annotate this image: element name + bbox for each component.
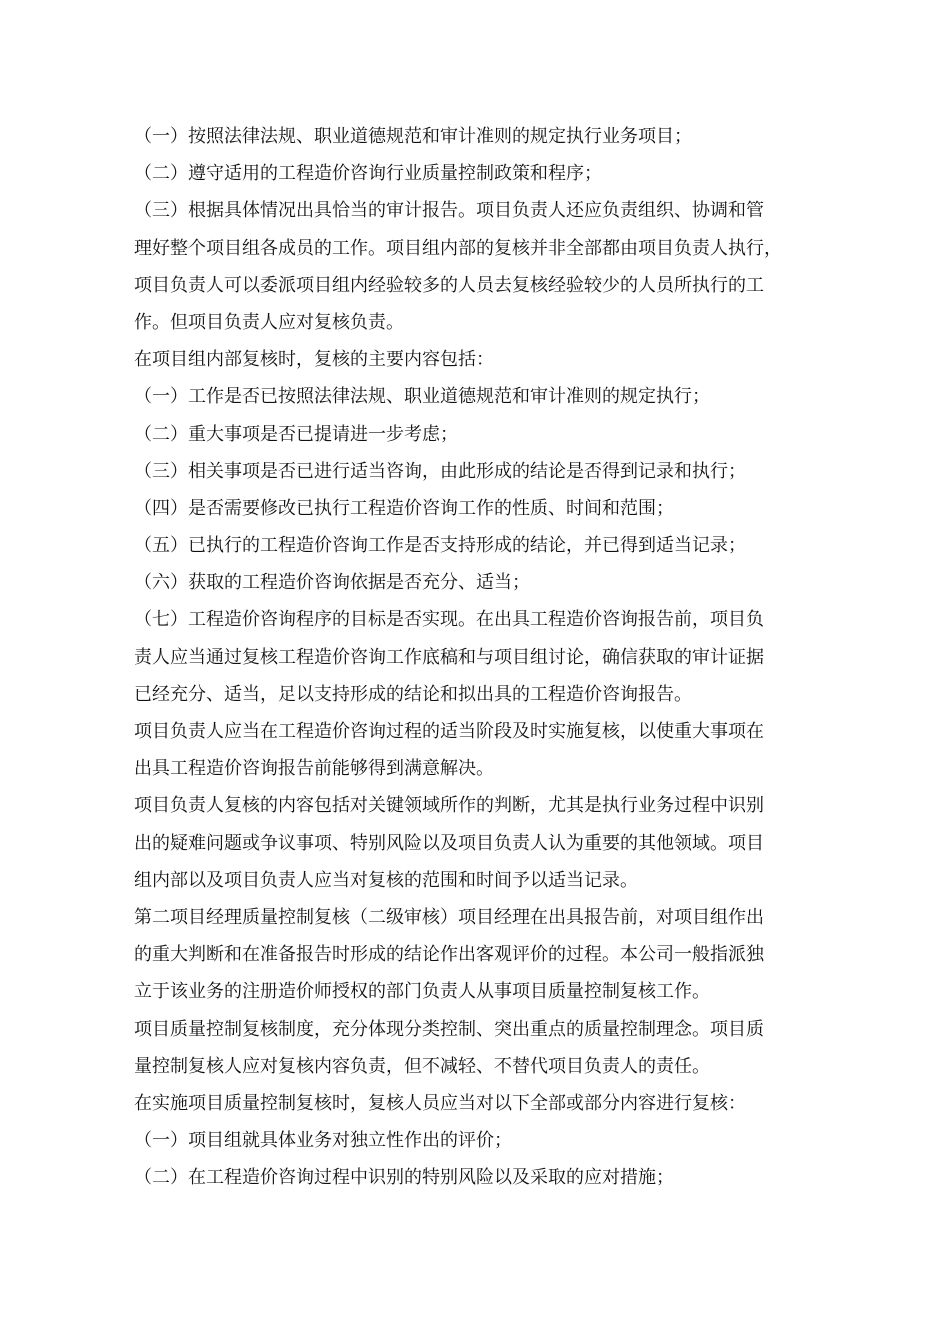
text-line-13: （六）获取的工程造价咨询依据是否充分、适当； <box>134 572 530 594</box>
text-line-05: 项目负责人可以委派项目组内经验较多的人员去复核经验较少的人员所执行的工 <box>134 274 764 296</box>
text-line-29: （二）在工程造价咨询过程中识别的特别风险以及采取的应对措施； <box>134 1167 674 1189</box>
text-line-25: 项目质量控制复核制度，充分体现分类控制、突出重点的质量控制理念。项目质 <box>134 1018 764 1040</box>
text-line-21: 组内部以及项目负责人应当对复核的范围和时间予以适当记录。 <box>134 869 638 891</box>
text-line-15: 责人应当通过复核工程造价咨询工作底稿和与项目组讨论，确信获取的审计证据 <box>134 646 764 668</box>
text-line-19: 项目负责人复核的内容包括对关键领域所作的判断，尤其是执行业务过程中识别 <box>134 795 764 817</box>
text-line-26: 量控制复核人应对复核内容负责，但不减轻、不替代项目负责人的责任。 <box>134 1055 710 1077</box>
document-body <box>134 118 814 1196</box>
text-line-22: 第二项目经理质量控制复核（二级审核）项目经理在出具报告前，对项目组作出 <box>134 906 764 928</box>
text-line-16: 已经充分、适当，足以支持形成的结论和拟出具的工程造价咨询报告。 <box>134 683 692 705</box>
text-line-20: 出的疑难问题或争议事项、特别风险以及项目负责人认为重要的其他领域。项目 <box>134 832 764 854</box>
text-line-24: 立于该业务的注册造价师授权的部门负责人从事项目质量控制复核工作。 <box>134 981 710 1003</box>
text-line-09: （二）重大事项是否已提请进一步考虑； <box>134 423 458 445</box>
text-line-14: （七）工程造价咨询程序的目标是否实现。在出具工程造价咨询报告前，项目负 <box>134 609 764 631</box>
text-line-12: （五）已执行的工程造价咨询工作是否支持形成的结论，并已得到适当记录； <box>134 535 746 557</box>
text-line-06: 作。但项目负责人应对复核负责。 <box>134 311 404 333</box>
text-line-18: 出具工程造价咨询报告前能够得到满意解决。 <box>134 758 494 780</box>
text-line-11: （四）是否需要修改已执行工程造价咨询工作的性质、时间和范围； <box>134 497 674 519</box>
text-line-04: 理好整个项目组各成员的工作。项目组内部的复核并非全部都由项目负责人执行， <box>134 237 782 259</box>
text-line-28: （一）项目组就具体业务对独立性作出的评价； <box>134 1130 512 1152</box>
text-line-10: （三）相关事项是否已进行适当咨询，由此形成的结论是否得到记录和执行； <box>134 460 746 482</box>
text-line-17: 项目负责人应当在工程造价咨询过程的适当阶段及时实施复核，以使重大事项在 <box>134 721 764 742</box>
text-line-03: （三）根据具体情况出具恰当的审计报告。项目负责人还应负责组织、协调和管 <box>134 200 764 222</box>
text-line-08: （一）工作是否已按照法律法规、职业道德规范和审计准则的规定执行； <box>134 386 710 408</box>
text-line-27: 在实施项目质量控制复核时，复核人员应当对以下全部或部分内容进行复核： <box>134 1092 746 1114</box>
text-line-07: 在项目组内部复核时，复核的主要内容包括： <box>134 349 494 371</box>
text-line-02: （二）遵守适用的工程造价咨询行业质量控制政策和程序； <box>134 163 602 185</box>
text-line-01: （一）按照法律法规、职业道德规范和审计准则的规定执行业务项目； <box>134 126 692 147</box>
text-line-23: 的重大判断和在准备报告时形成的结论作出客观评价的过程。本公司一般指派独 <box>134 944 764 966</box>
